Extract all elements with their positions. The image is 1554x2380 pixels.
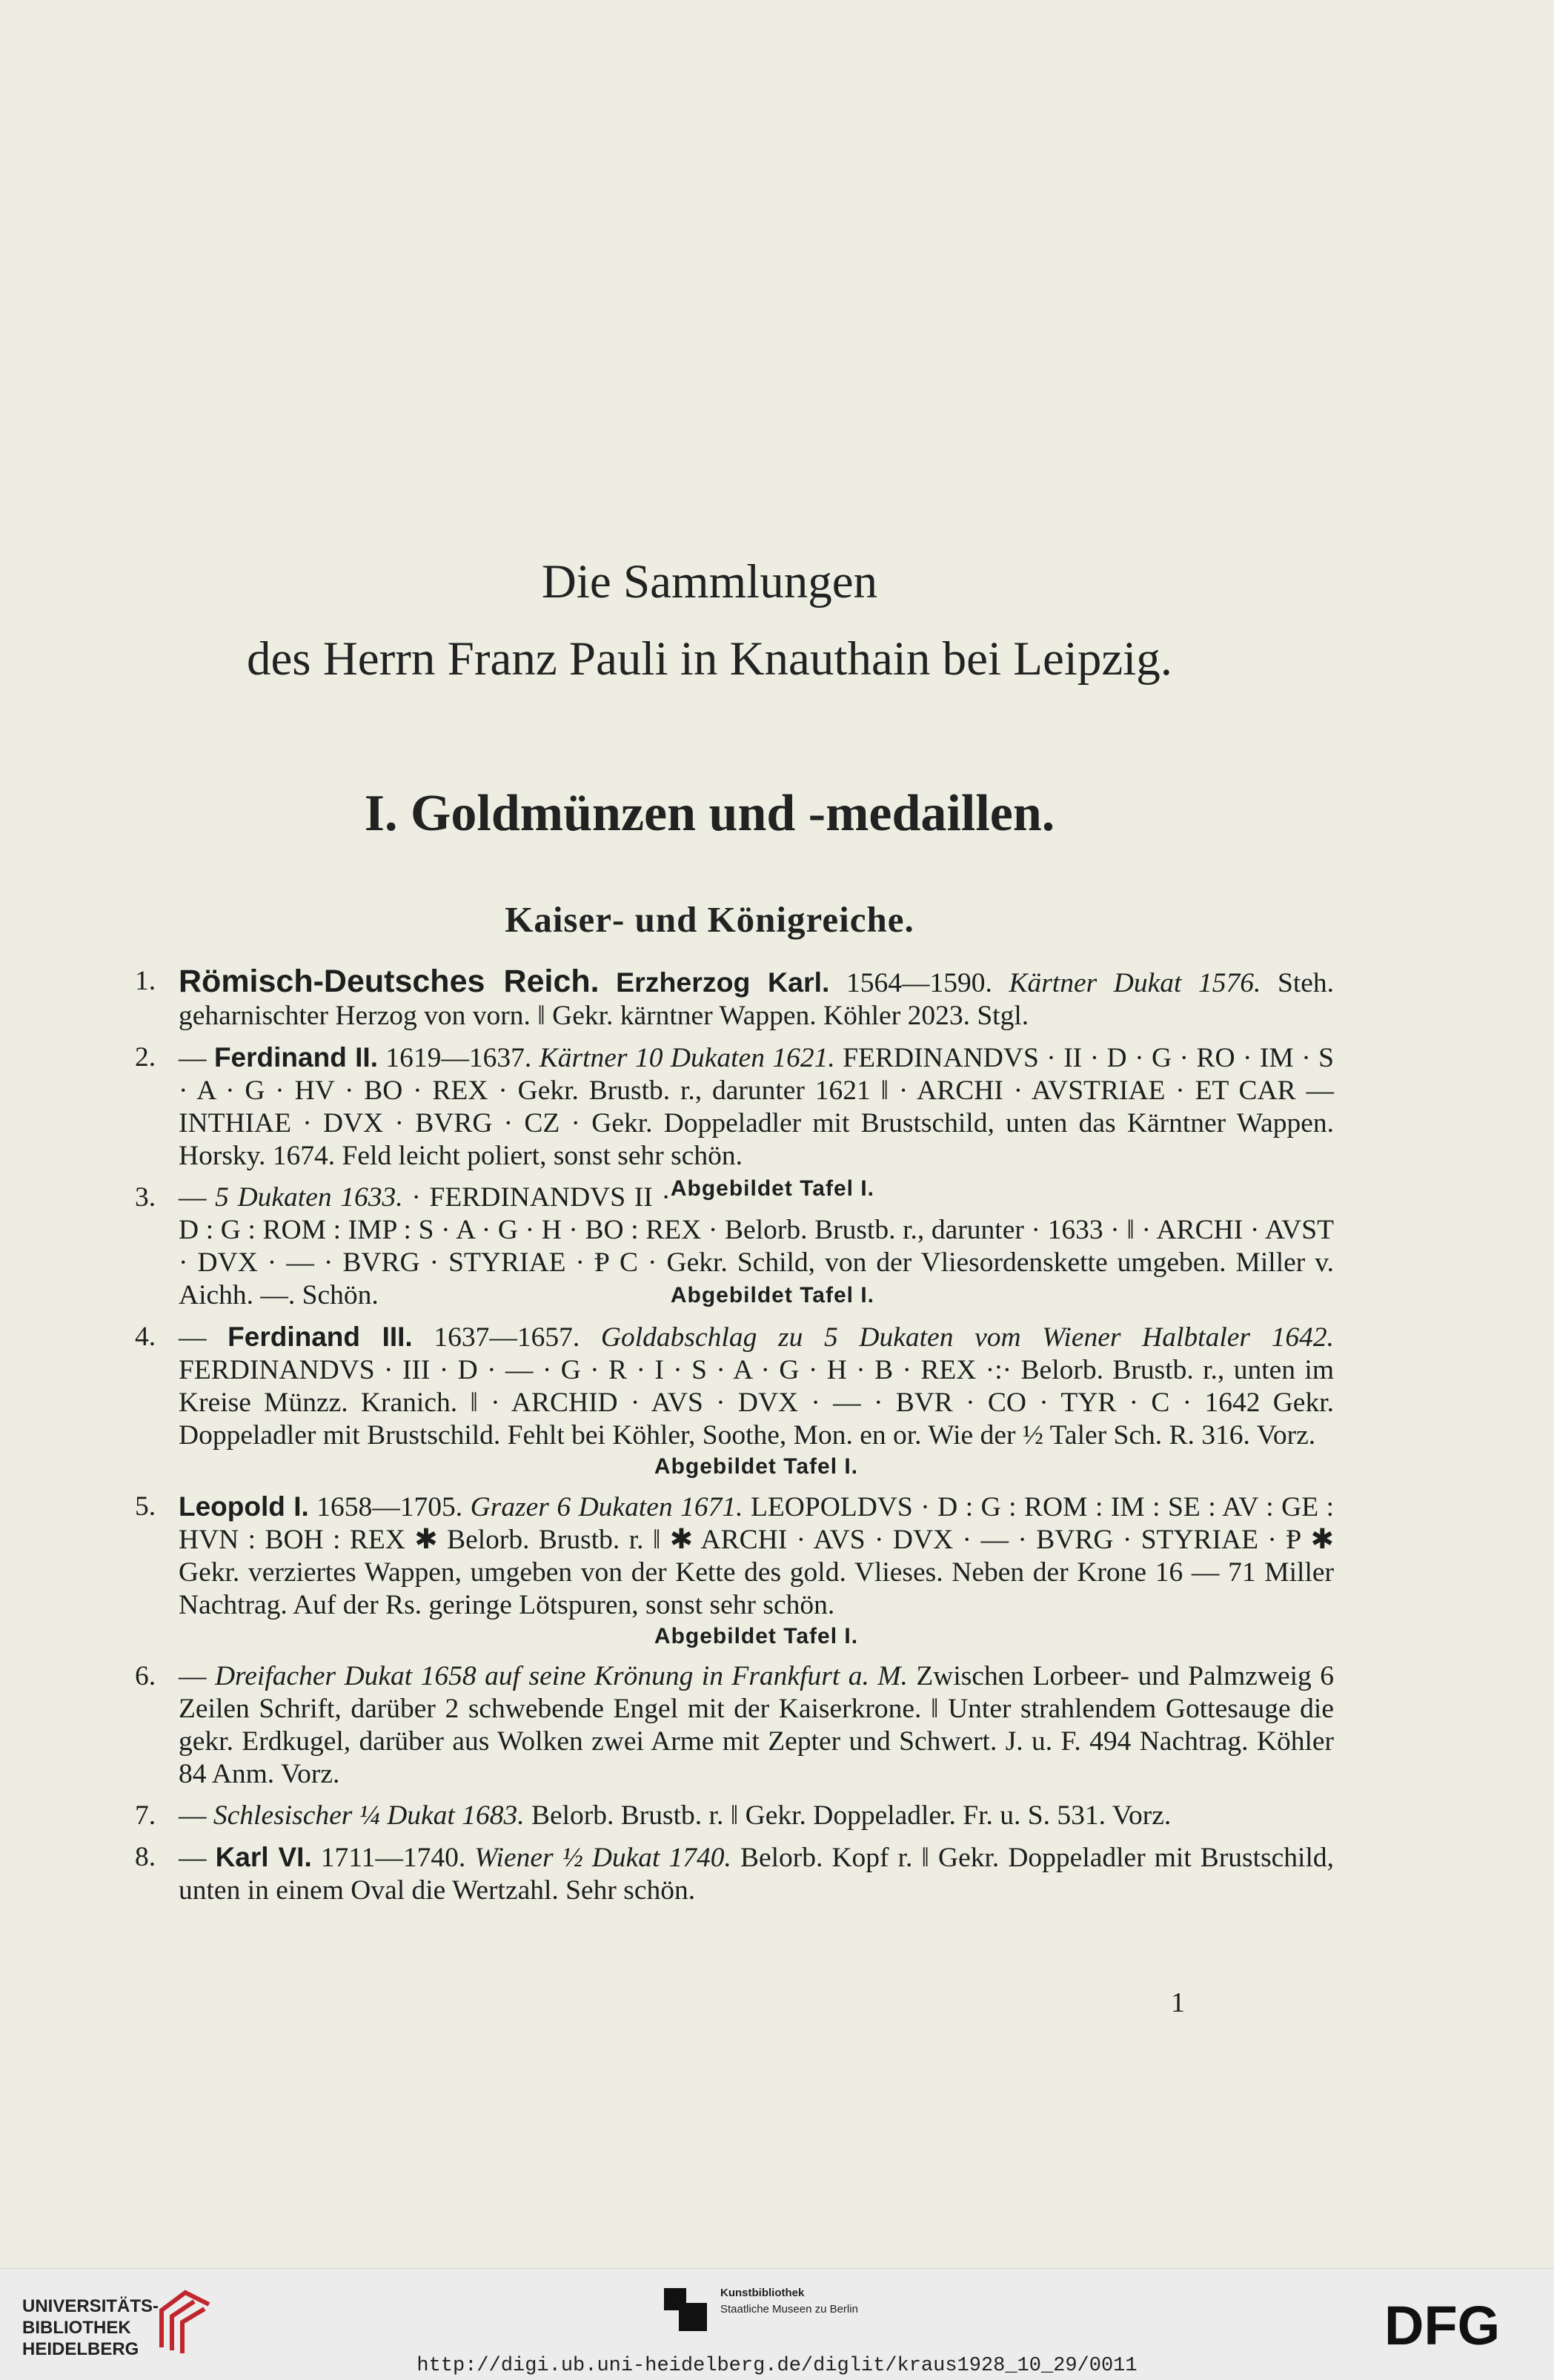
- kunstbibliothek-label: [720, 2285, 858, 2318]
- entry-text: Belorb. Kopf r. ‖ Gekr. Doppeladler mit Brustschild, unten in einem Oval die Wertzahl. Sehr schön.: [179, 1843, 1335, 1906]
- entry-number: 5.: [135, 1491, 156, 1522]
- entry-dates: 1658—1705.: [308, 1492, 471, 1522]
- entry-text: FERDINANDVS · III · D · — · G · R · I · S · A · G · H · B · REX ·:· Belorb. Brustb. r., unten im Kreise Münzz. Kranich. ‖ · ARCHID · AVS · DVX · — · BVR · CO · TYR · C · 1642 Gekr. Doppeladler mit Brustschild. Fehlt bei Köhler, Soothe, Mon. en or. Wie der ½ Taler Sch. R. 316. Vorz.: [179, 1355, 1334, 1451]
- entry-number: 1.: [135, 966, 156, 996]
- entry-coin: Grazer 6 Dukaten 1671.: [470, 1492, 743, 1522]
- permalink-url[interactable]: http://digi.ub.uni-heidelberg.de/diglit/kraus1928_10_29/0011: [416, 2355, 1138, 2377]
- entry-dash: —: [179, 1322, 228, 1353]
- entry-number: 3.: [135, 1182, 156, 1213]
- catalog-entry: [135, 965, 1334, 1032]
- catalog-entry: [135, 1181, 1334, 1312]
- plate-reference: Abgebildet Tafel I.: [654, 1454, 859, 1479]
- entry-coin: 5 Dukaten 1633.: [215, 1182, 403, 1213]
- catalog-entry: [135, 1800, 1334, 1832]
- entry-number: 7.: [135, 1800, 156, 1831]
- dfg-logo-icon[interactable]: [1384, 2298, 1533, 2350]
- entry-number: 8.: [135, 1842, 156, 1872]
- entry-coin: Kärtner 10 Dukaten 1621.: [539, 1043, 835, 1073]
- catalog-entries: [135, 965, 1334, 1907]
- entry-number: 4.: [135, 1322, 156, 1352]
- entry-dash: —: [179, 1182, 216, 1213]
- entry-dash: —: [179, 1800, 213, 1831]
- catalog-entry: [135, 1491, 1334, 1651]
- entry-text: Steh. geharnischter Herzog von vorn. ‖ Gekr. kärntner Wappen. Köhler 2023. Stgl.: [179, 968, 1335, 1031]
- entry-text: Zwischen Lorbeer- und Palmzweig 6 Zeilen Schrift, darüber 2 schwebende Engel mit der Kaiserkrone. ‖ Unter strahlendem Gottesauge die gekr. Erdkugel, darüber aus Wolken zwei Arme mit Zepter und Schwert. J. u. F. 494 Nachtrag. Köhler 84 Anm. Vorz.: [179, 1661, 1334, 1789]
- kunstbibliothek-logo-icon[interactable]: [660, 2284, 711, 2336]
- kunstbibliothek-subtitle: Staatliche Museen zu Berlin: [720, 2303, 858, 2316]
- entry-coin: Goldabschlag zu 5 Dukaten vom Wiener Halbtaler 1642.: [600, 1322, 1335, 1353]
- entry-dash: —: [179, 1843, 216, 1873]
- plate-reference: Abgebildet Tafel I.: [654, 1624, 859, 1648]
- entry-dates: 1619—1637.: [377, 1043, 539, 1073]
- catalog-entry: [135, 1321, 1334, 1482]
- entry-text: · FERDINANDVS II · D : G : ROM : IMP : S · A · G · H · BO : REX · Belorb. Brustb. r., darunter · 1633 · ‖ · ARCHI · AVST · DVX · — · BVRG · STYRIAE · Ᵽ C · Gekr. Schild, von der Vliesordenskette umgeben. Miller v. Aichh. —. Schön.: [179, 1182, 1334, 1310]
- page-number: 1: [1171, 1987, 1185, 2018]
- catalog-entry: [135, 1660, 1334, 1791]
- entry-dash: —: [179, 1043, 214, 1073]
- entry-number: 2.: [135, 1042, 156, 1073]
- entry-ruler: Karl VI.: [215, 1842, 312, 1872]
- section-heading: I. Goldmünzen und ‑medaillen.: [364, 785, 1055, 842]
- plate-reference: Abgebildet Tafel I.: [670, 1176, 874, 1201]
- title-line-2: des Herrn Franz Pauli in Knauthain bei Leipzig.: [246, 632, 1173, 686]
- subsection-heading: Kaiser‑ und Königreiche.: [505, 899, 914, 940]
- entry-text: FERDINANDVS · II · D · G · RO · IM · S · A · G · HV · BO · REX · Gekr. Brustb. r., darunter 1621 ‖ · ARCHI · AVSTRIAE · ET CAR — INTHIAE · DVX · BVRG · CZ · Gekr. Doppeladler mit Brustschild, unten das Kärntner Wappen. Horsky. 1674. Feld leicht poliert, sonst sehr schön.: [179, 1043, 1334, 1171]
- viewer-footer: [0, 2268, 1554, 2380]
- entry-ruler: Ferdinand II.: [213, 1042, 378, 1073]
- entry-ruler: Ferdinand III.: [228, 1322, 413, 1352]
- entry-dates: 1564—1590.: [829, 968, 1009, 998]
- entry-coin: Schlesischer ¼ Dukat 1683.: [213, 1800, 525, 1831]
- entry-dates: 1711—1740.: [311, 1843, 475, 1873]
- entry-dash: —: [179, 1661, 215, 1691]
- kunstbibliothek-name: Kunstbibliothek: [720, 2287, 805, 2299]
- catalog-entry: [135, 1841, 1334, 1907]
- entry-coin: Kärtner Dukat 1576.: [1009, 968, 1261, 998]
- ub-heidelberg-logo-icon[interactable]: [156, 2288, 215, 2355]
- entry-dates: 1637—1657.: [412, 1322, 601, 1353]
- ub-heidelberg-name: UNIVERSITÄTS- BIBLIOTHEK HEIDELBERG: [22, 2296, 159, 2359]
- entry-number: 6.: [135, 1661, 156, 1691]
- svg-text:DFG: DFG: [1384, 2298, 1501, 2350]
- entry-coin: Dreifacher Dukat 1658 auf seine Krönung in Frankfurt a. M.: [214, 1661, 908, 1691]
- entry-heading: Römisch-Deutsches Reich.: [179, 964, 600, 999]
- entry-coin: Wiener ½ Dukat 1740.: [474, 1843, 731, 1873]
- title-line-1: Die Sammlungen: [541, 555, 878, 609]
- entry-text: LEOPOLDVS · D : G : ROM : IM : SE : AV : GE : HVN : BOH : REX ✱ Belorb. Brustb. r. ‖ ✱ ARCHI · AVS · DVX · — · BVRG · STYRIAE · Ᵽ ✱ Gekr. verziertes Wappen, umgeben von der Kette des gold. Vlieses. Neben der Krone 16 — 71 Miller Nachtrag. Auf der Rs. geringe Lötspuren, sonst sehr schön.: [179, 1492, 1335, 1620]
- entry-ruler: Erzherzog Karl.: [616, 967, 830, 998]
- entry-text: Belorb. Brustb. r. ‖ Gekr. Doppeladler. Fr. u. S. 531. Vorz.: [524, 1800, 1172, 1831]
- entry-ruler: Leopold I.: [179, 1491, 309, 1522]
- plate-reference: Abgebildet Tafel I.: [670, 1283, 874, 1307]
